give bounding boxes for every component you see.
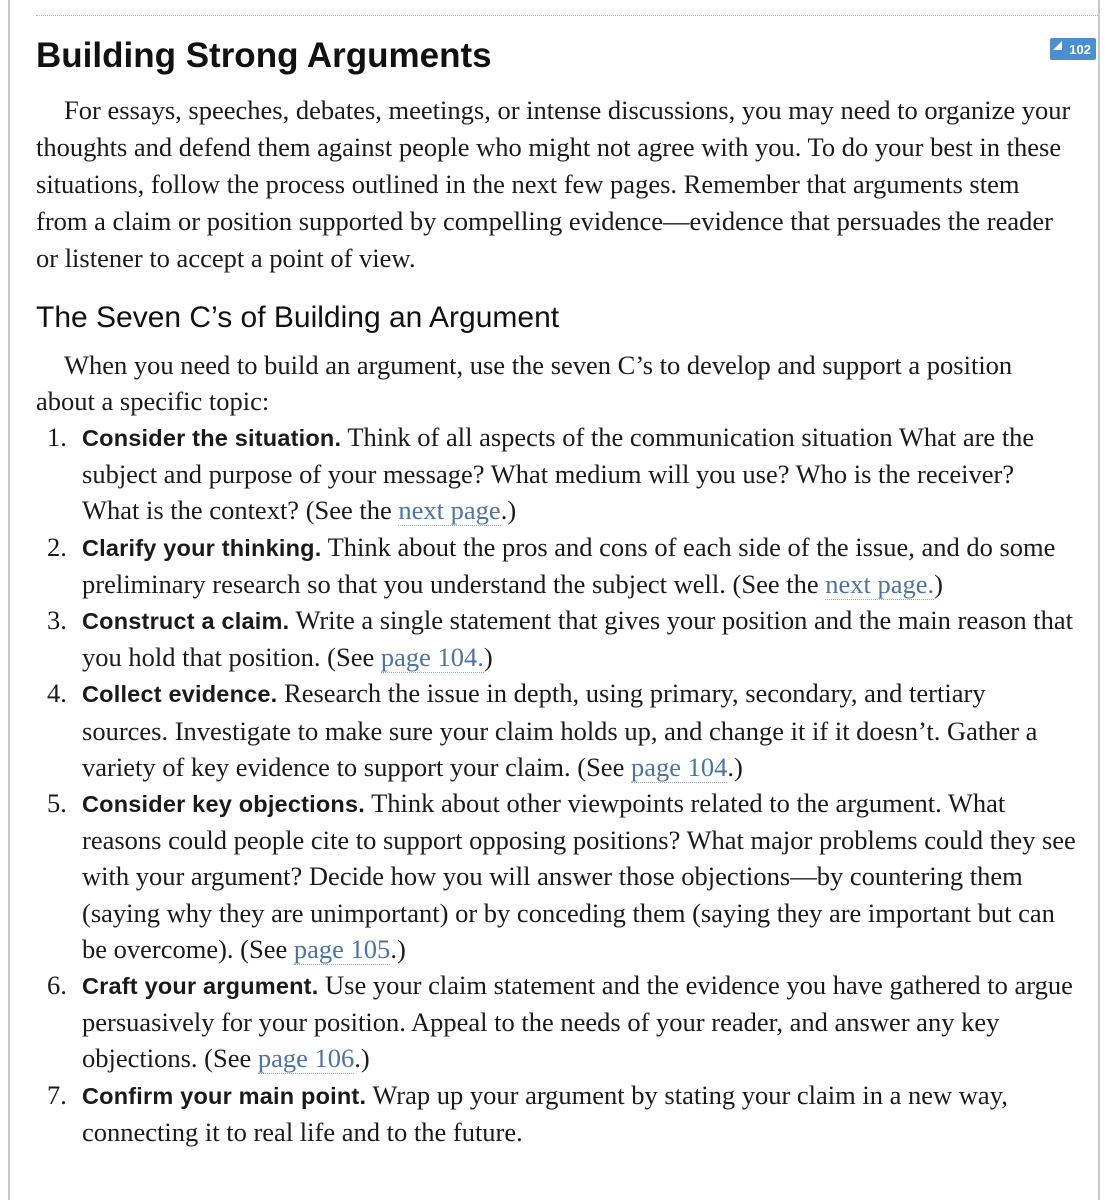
- step-number: 6.: [47, 970, 67, 1001]
- step-number: 3.: [47, 605, 67, 636]
- step-after: ): [934, 568, 943, 599]
- step-link[interactable]: page 106: [257, 1043, 355, 1074]
- step-title: Craft your argument.: [82, 973, 319, 1000]
- step-after: .): [500, 495, 517, 526]
- step-title: Confirm your main point.: [82, 1082, 367, 1109]
- step-body: Think of all aspects of the communication situation What are the subject and purpose of your message? What medium will you use? Who is the receiver? What is the context? (See the: [82, 422, 1035, 526]
- step-number: 2.: [47, 531, 67, 562]
- step-number: 4.: [47, 678, 67, 709]
- step-title: Collect evidence.: [82, 681, 278, 708]
- section-lead: When you need to build an argument, use the seven C’s to develop and support a position about a specific topic:: [36, 350, 1013, 416]
- steps-list: [36, 419, 1076, 1150]
- list-item: [36, 675, 1076, 785]
- page-title: Building Strong Arguments: [36, 36, 492, 75]
- step-title: Construct a claim.: [82, 608, 290, 635]
- section-heading: The Seven C’s of Building an Argument: [36, 301, 560, 334]
- step-link[interactable]: next page.: [825, 568, 935, 599]
- page-number: 102: [1069, 41, 1091, 57]
- step-after: .): [727, 751, 743, 782]
- list-item: [36, 602, 1076, 675]
- step-number: 1.: [47, 422, 67, 452]
- step-title: Consider key objections.: [82, 791, 365, 818]
- list-item: [36, 1077, 1076, 1150]
- list-item: [36, 967, 1076, 1077]
- page-border-right: [1098, 0, 1100, 1200]
- intro-paragraph: For essays, speeches, debates, meetings, or intense discussions, you may need to organize your thoughts and defend them against people who might not agree with you. To do your best in these situations, follow the process outlined in the next few pages. Remember that arguments stem from a claim or position supported by compelling evidence—evidence that persuades the reader or listener to accept a point of view.: [36, 95, 1071, 273]
- step-after: .): [390, 933, 406, 964]
- step-body: Think about the pros and cons of each side of the issue, and do some preliminary research so that you understand the subject well. (See the: [82, 531, 1056, 599]
- step-link[interactable]: page 104.: [380, 642, 484, 673]
- step-body: Write a single statement that gives your position and the main reason that you hold that position. (See: [82, 605, 1074, 673]
- list-item: [36, 785, 1076, 967]
- step-after: .): [354, 1043, 370, 1074]
- step-after: ): [483, 642, 493, 673]
- step-title: Consider the situation.: [82, 425, 342, 451]
- step-body: Use your claim statement and the evidence you have gathered to argue persuasively for your position. Appeal to the needs of your reader, and answer any key objections. (See: [82, 970, 1073, 1074]
- step-title: Clarify your thinking.: [82, 534, 322, 561]
- article: [36, 34, 1076, 1150]
- page-border-left: [8, 0, 10, 1200]
- step-link[interactable]: page 105: [293, 933, 391, 964]
- list-item: [36, 419, 1076, 529]
- step-body: Think about other viewpoints related to the argument. What reasons could people cite to support opposing positions? What major problems could they see with your argument? Decide how you will answer those objections—by countering them (saying why they are unimportant) or by conceding them (saying they are important but can be overcome). (See: [82, 788, 1076, 964]
- step-number: 5.: [47, 788, 67, 819]
- top-divider: [36, 15, 1098, 16]
- step-body: Research the issue in depth, using primary, secondary, and tertiary sources. Investigate to make sure your claim holds up, and change it if it doesn’t. Gather a variety of key evidence to support your claim. (See: [82, 678, 1038, 782]
- step-body: Wrap up your argument by stating your claim in a new way, connecting it to real life and to the future.: [82, 1079, 1008, 1147]
- step-number: 7.: [47, 1079, 67, 1110]
- step-link[interactable]: page 104: [630, 751, 728, 782]
- step-link[interactable]: next page: [398, 495, 501, 526]
- list-item: [36, 529, 1076, 602]
